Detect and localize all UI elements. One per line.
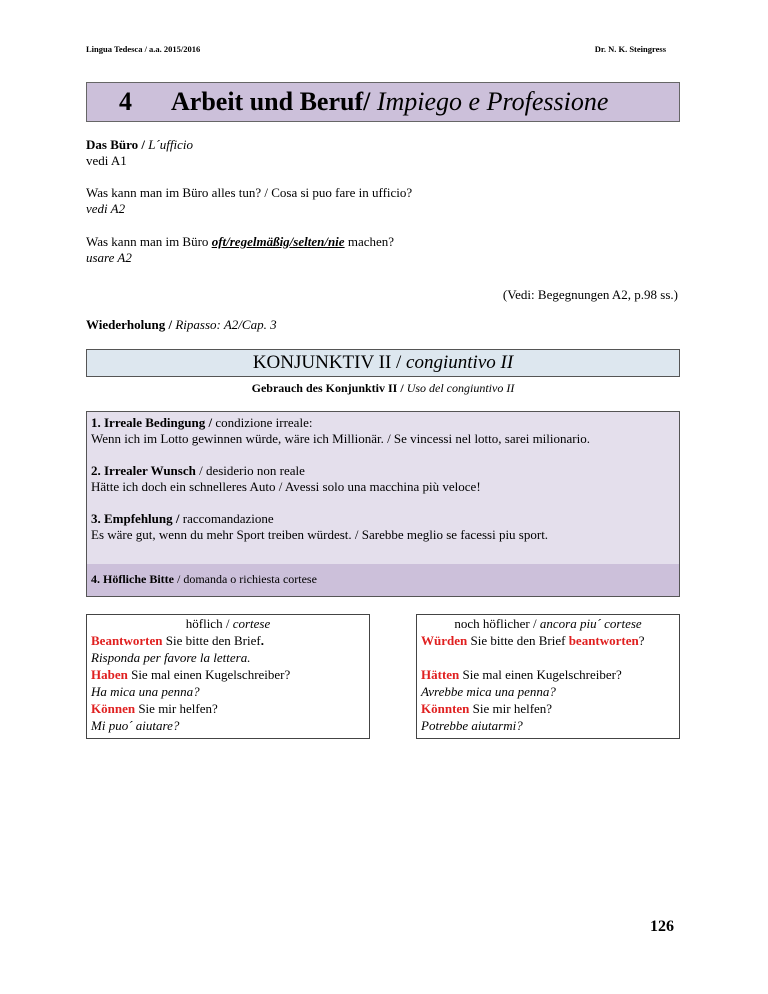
usage-item [91, 463, 671, 495]
usage-list [91, 415, 671, 559]
polite-column [87, 615, 370, 739]
table-row-spacer [421, 649, 675, 666]
table-row-translation [421, 683, 675, 700]
usage-item [91, 415, 671, 447]
section-sub-de: Gebrauch des Konjunktiv II / [251, 381, 407, 395]
more-polite-column [417, 615, 680, 739]
table-row-translation [91, 717, 365, 734]
verb-highlight: Könnten [421, 701, 470, 716]
review-de: Wiederholung / [86, 317, 176, 332]
page-number: 126 [650, 918, 674, 935]
table-row [421, 666, 675, 683]
verb-highlight: Haben [91, 667, 128, 682]
usage-item-title: 3. Empfehlung / [91, 511, 183, 526]
usage-item-highlight [87, 564, 679, 596]
question-2-ref: usare A2 [86, 250, 132, 265]
review-it: Ripasso: A2/Cap. 3 [175, 317, 277, 332]
more-polite-header-it: ancora piu´ cortese [539, 616, 642, 631]
table-row-translation [421, 717, 675, 734]
sentence-text: Sie mal einen Kugelschreiber? [459, 667, 622, 682]
table-row [91, 632, 365, 649]
usage-item-example: Es wäre gut, wenn du mehr Sport treiben würdest. / Sarebbe meglio se facessi piu sport. [91, 527, 549, 542]
table-row-translation [91, 649, 365, 666]
review-line [86, 317, 277, 333]
table-gap [370, 615, 417, 739]
question-1-ref: vedi A2 [86, 201, 126, 216]
usage-item-example: Hätte ich doch ein schnelleres Auto / Avessi solo una macchina più veloce! [91, 479, 481, 494]
usage-item [91, 511, 671, 543]
usage-box [86, 411, 680, 597]
header-course: Lingua Tedesca / a.a. 2015/2016 [86, 44, 201, 54]
verb-highlight: Hätten [421, 667, 460, 682]
table-row [91, 666, 365, 683]
translation-text: Ha mica una penna? [91, 684, 200, 699]
chapter-heading [86, 82, 680, 122]
table-row [421, 700, 675, 717]
table-row [91, 700, 365, 717]
section-subtitle [86, 381, 680, 396]
chapter-title-de: Arbeit und Beruf/ [171, 87, 371, 116]
usage-item-title: 2. Irrealer Wunsch [91, 463, 196, 478]
header-author: Dr. N. K. Steingress [594, 44, 666, 54]
usage-item-title: 4. Höfliche Bitte [91, 572, 174, 586]
section-heading [86, 349, 680, 377]
sentence-text: Sie mal einen Kugelschreiber? [127, 667, 291, 682]
chapter-title [171, 87, 608, 117]
buero-it: L´ufficio [148, 137, 194, 152]
more-polite-header-de: noch höflicher / [454, 616, 540, 631]
usage-item-title-it: raccomandazione [182, 511, 274, 526]
question-1-block [86, 185, 412, 217]
buero-block [86, 137, 193, 169]
reference-note: (Vedi: Begegnungen A2, p.98 ss.) [502, 287, 678, 302]
verb-highlight: Beantworten [91, 633, 163, 648]
verb-highlight: beantworten [568, 633, 639, 648]
usage-item-title-it: / desiderio non reale [195, 463, 305, 478]
buero-ref: vedi A1 [86, 153, 127, 168]
translation-text: Risponda per favore la lettera. [91, 650, 251, 665]
table-row-translation [91, 683, 365, 700]
usage-item-title-it: condizione irreale: [215, 415, 313, 430]
verb-highlight: Können [91, 701, 136, 716]
buero-de: Das Büro / [86, 137, 149, 152]
comparison-table [86, 614, 680, 739]
verb-highlight: Würden [421, 633, 468, 648]
polite-header-de: höflich / [185, 616, 233, 631]
section-sub-it: Uso del congiuntivo II [406, 381, 515, 395]
translation-text: Avrebbe mica una penna? [421, 684, 556, 699]
table-row [421, 632, 675, 649]
usage-item-title: 1. Irreale Bedingung / [91, 415, 216, 430]
sentence-text: Sie mir helfen? [135, 701, 218, 716]
question-1-text: Was kann man im Büro alles tun? / Cosa si puo fare in ufficio? [86, 185, 413, 200]
translation-text: Potrebbe aiutarmi? [421, 718, 523, 733]
polite-header [91, 615, 365, 632]
question-2-block [86, 234, 394, 266]
section-title-it: congiuntivo II [406, 352, 514, 373]
usage-item-example: Wenn ich im Lotto gewinnen würde, wäre ich Millionär. / Se vincessi nel lotto, sarei milionario. [91, 431, 590, 446]
sentence-text: Sie bitte den Brief [467, 633, 569, 648]
chapter-title-it: Impiego e Professione [370, 87, 609, 116]
question-2-post: machen? [344, 234, 395, 249]
sentence-text: Sie mir helfen? [469, 701, 553, 716]
question-2-pre: Was kann man im Büro [86, 234, 212, 249]
more-polite-header [421, 615, 675, 632]
sentence-text: Sie bitte den Brief [162, 633, 261, 648]
sentence-end: ? [638, 633, 645, 648]
chapter-number: 4 [119, 87, 132, 116]
question-2-emphasis: oft/regelmäßig/selten/nie [211, 234, 345, 249]
sentence-end: . [260, 633, 264, 648]
section-title-de: KONJUNKTIV II / [252, 352, 407, 373]
translation-text: Mi puo´ aiutare? [91, 718, 180, 733]
usage-item-title-it: / domanda o richiesta cortese [173, 572, 317, 586]
polite-header-it: cortese [232, 616, 271, 631]
